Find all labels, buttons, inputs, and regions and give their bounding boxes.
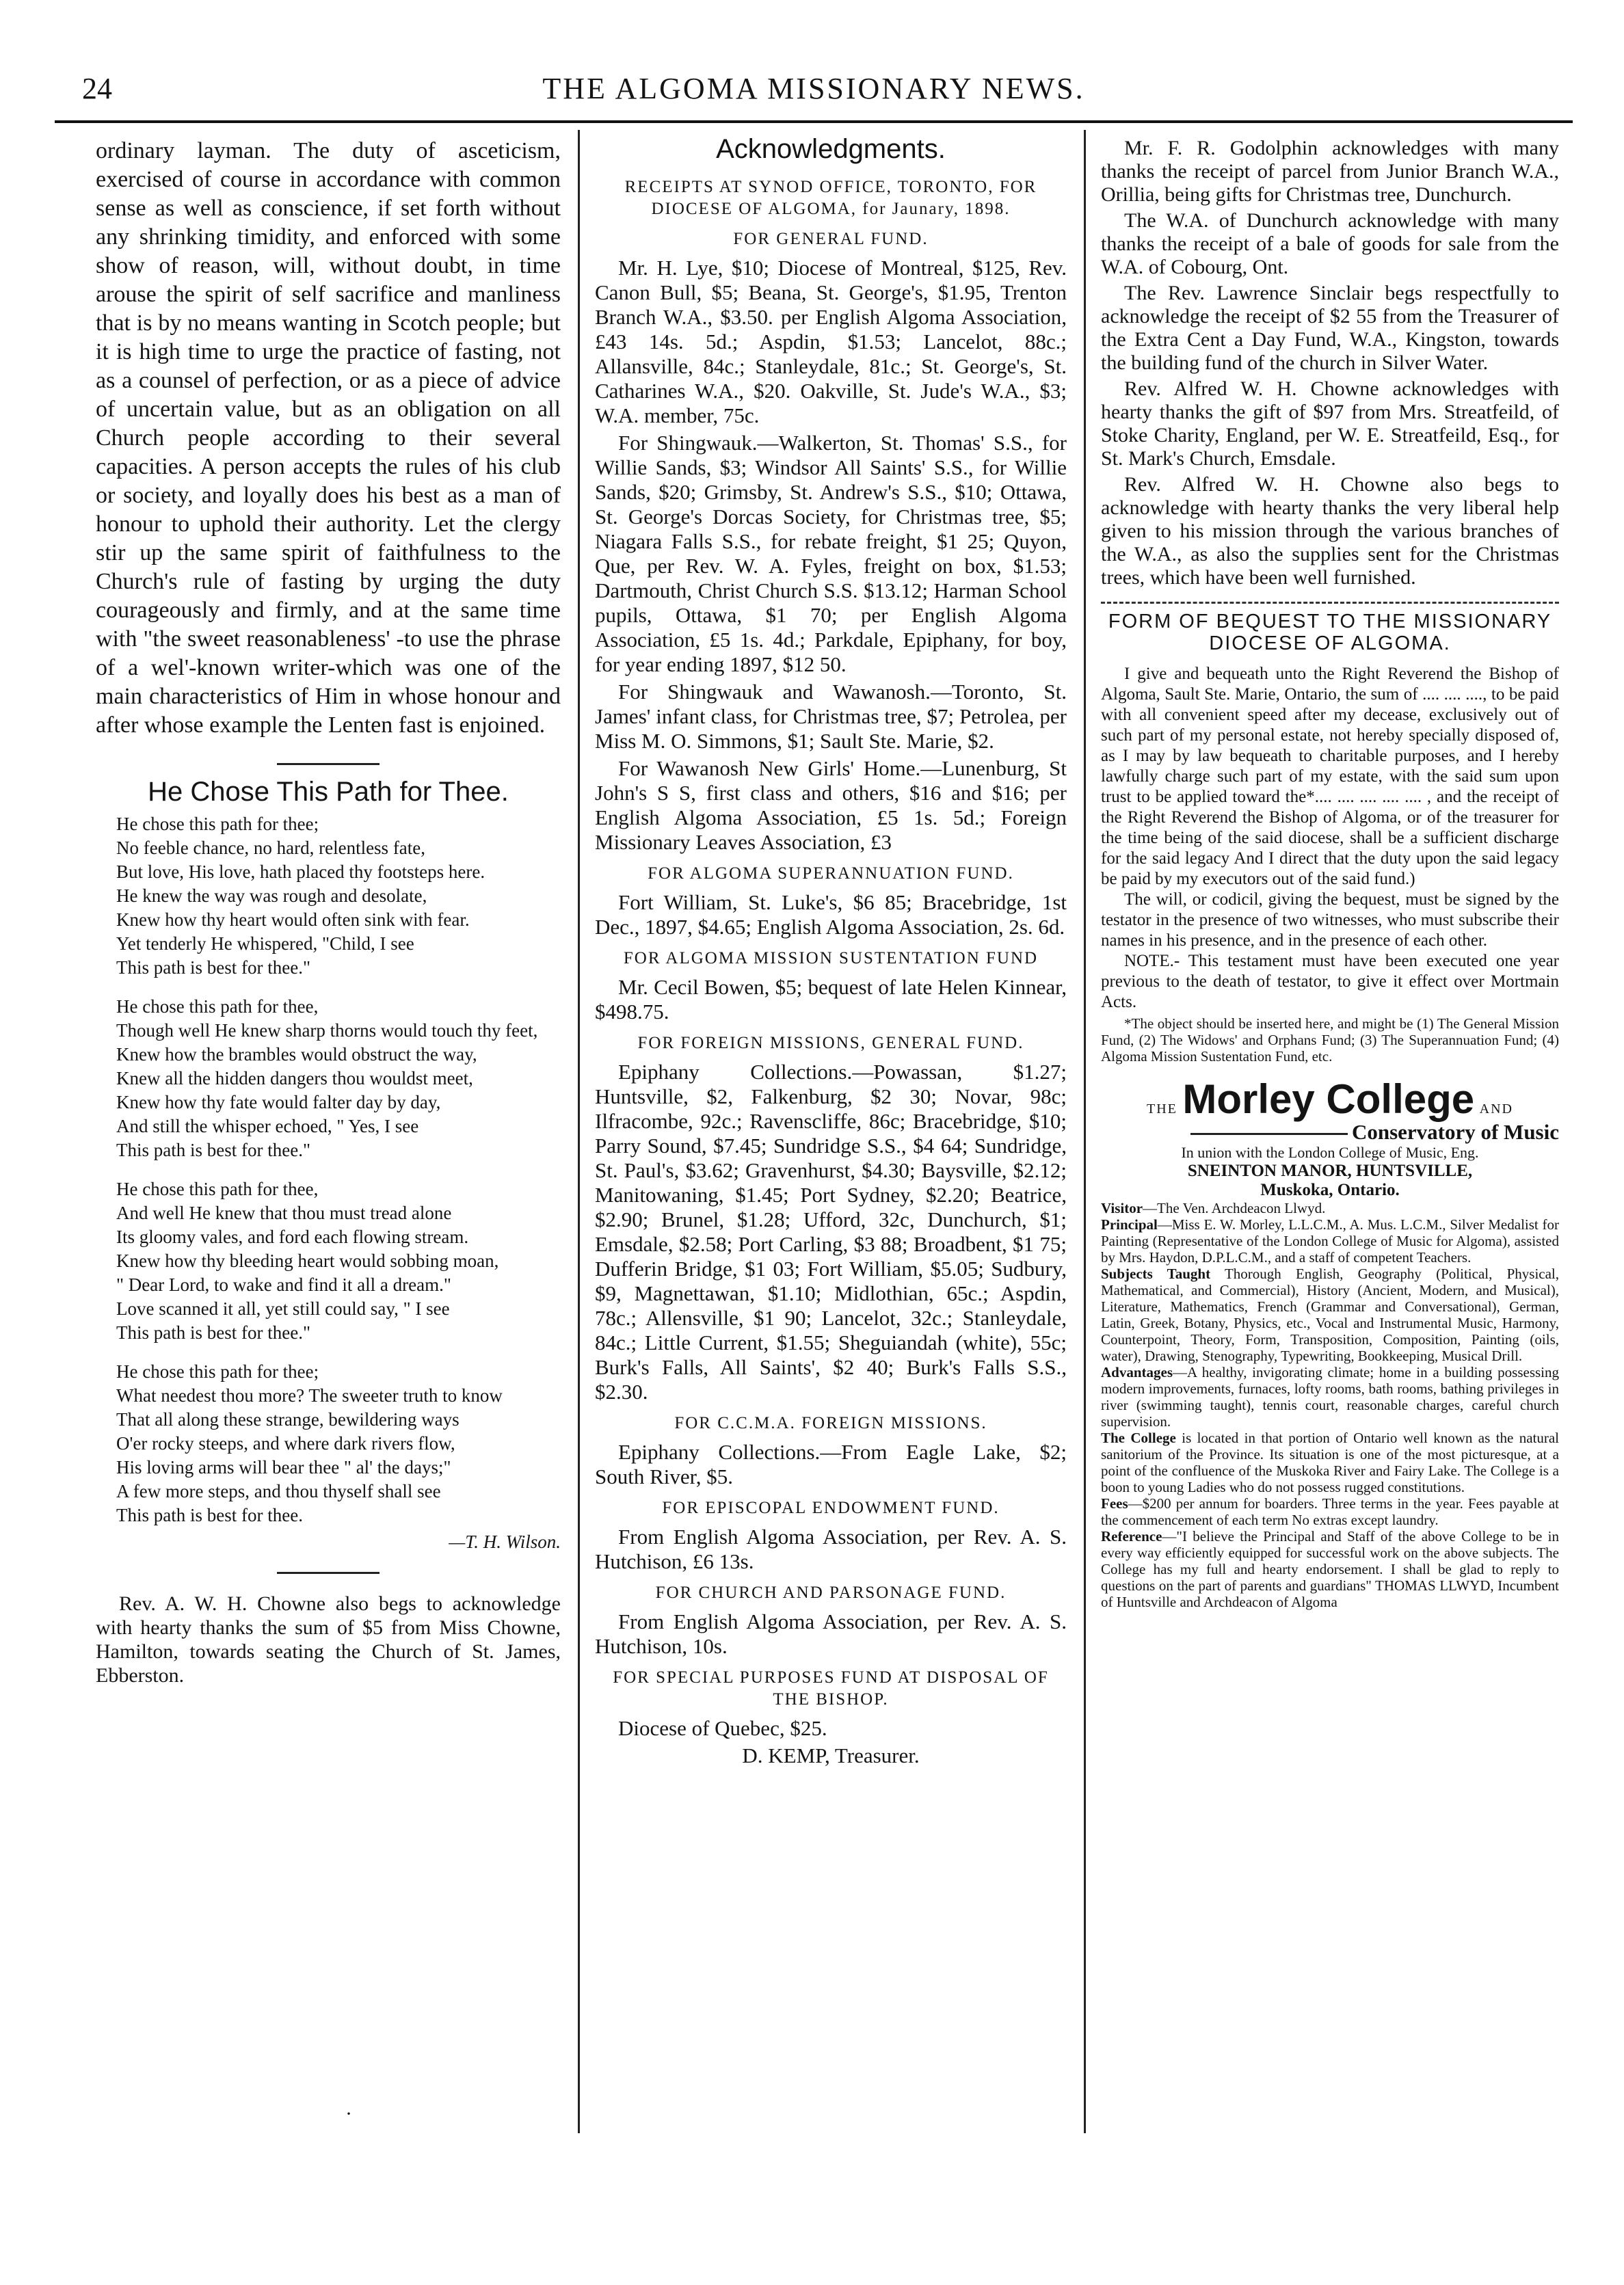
receipts-heading: RECEIPTS AT SYNOD OFFICE, TORONTO, FOR DIOCESE OF ALGOMA, for Jaunary, 1898. [624, 178, 1037, 218]
poem-stanza-2: He chose this path for thee, Though well He knew sharp thorns would touch thy feet, Knew how the brambles would obstruct the way, Knew all the hidden dangers thou wouldst meet, Knew how thy fate would falter day by day, And still the whisper echoed, " Yes, I see This path is best for thee." [116, 996, 538, 1160]
superannuation-text: Fort William, St. Luke's, $6 85; Bracebridge, 1st Dec., 1897, $4.65; English Algoma Association, 2s. 6d. [595, 890, 1067, 939]
morley-advantages: Advantages—A healthy, invigorating climate; home in a building possessing modern improvements, furnaces, lofty rooms, bath rooms, bathing privileges in river (swimming taught), tennis court, reasonable charges, careful church supervision. [1101, 1364, 1559, 1430]
poem-stanza-3: He chose this path for thee, And well He knew that thou must tread alone Its gloomy vales, and ford each flowing stream. Knew how thy bleeding heart would sobbing moan, " Dear Lord, to wake and find it all a dream." Love scanned it all, yet still could say, " I see This path is best for thee." [116, 1179, 499, 1343]
header-rule [55, 120, 1573, 123]
sustentation-heading: FOR ALGOMA MISSION SUSTENTATION FUND [623, 949, 1039, 967]
foreign-missions-heading: FOR FOREIGN MISSIONS, GENERAL FUND. [637, 1034, 1024, 1052]
page-header [55, 55, 1573, 123]
foreign-missions-text: Epiphany Collections.—Powassan, $1.27; Huntsville, $2, Falkenburg, $2 30; Novar, 98c; Ilfracombe, 92c.; Ravenscliffe, 86c; Bracebridge, $10; Parry Sound, $7.45; Sundridge S.S., $4 64; Sundridge, St. Paul's, $3.62; Gravenhurst, $4.30; Baysville, $2.12; Manitowaning, $1.45; Port Sydney, $2.20; Beatrice, $2.90; Brunel, $1.28; Ufford, 32c, Dunchurch, $1; Emsdale, $2.58; Port Carling, $3 88; Broadbent, $1 75; Dufferin Bridge, $1 03; Fort William, $5.05; Sudbury, $9, Magnettawan, $1.10; Midlothian, 65c.; Aspdin, 78c.; Allensville, $1 90; Lancelot, 32c.; Stanleydale, 84c.; Little Current, $1.55; Sheguiandah (white), 55c; Burk's Falls, All Saints', $2 40; Burk's Falls S.S., $2.30. [595, 1060, 1067, 1404]
morley-college-name: Morley College [1182, 1076, 1475, 1122]
bequest-title: FORM OF BEQUEST TO THE MISSIONARY DIOCESE OF ALGOMA. [1108, 611, 1552, 654]
treasurer-signature: D. KEMP, Treasurer. [742, 1743, 920, 1767]
shingwauk-wawanosh-text: For Shingwauk and Wawanosh.—Toronto, St. James' infant class, for Christmas tree, $7; Petrolea, per Miss M. O. Simmons, $1; Sault Ste. Marie, $2. [595, 680, 1067, 753]
morley-union: In union with the London College of Music, Eng. [1181, 1144, 1479, 1161]
chowne-note: Rev. A. W. H. Chowne also begs to acknowledge with hearty thanks the sum of $5 from Miss Chowne, Hamilton, towards seating the Church of St. James, Ebberston. [96, 1592, 561, 1687]
bequest-will: The will, or codicil, giving the bequest, must be signed by the testator in the presence of two witnesses, who must subscribe their names in his presence, and in the presence of each other. [1101, 890, 1559, 950]
godolphin-note: Mr. F. R. Godolphin acknowledges with many thanks the receipt of parcel from Junior Branch W.A., Orillia, being gifts for Christmas tree, Dunchurch. [1101, 137, 1559, 206]
newspaper-title: THE ALGOMA MISSIONARY NEWS. [542, 72, 1085, 105]
morley-conservatory: Conservatory of Music [1101, 1121, 1559, 1144]
morley-fees: Fees—$200 per annum for boarders. Three terms in the year. Fees payable at the commencement of each term No extras except laundry. [1101, 1495, 1559, 1528]
acknowledgments-title: Acknowledgments. [716, 134, 946, 164]
bequest-body: I give and bequeath unto the Right Reverend the Bishop of Algoma, Sault Ste. Marie, Ontario, the sum of .... .... ...., to be paid with all convenient speed after my decease, exclusively out of such part of my personal estate, not hereby specially disposed of, as I may by law bequeath to charitable purposes, and I hereby lawfully charge such part of my estate, with the said sum upon trust to be applied toward the*.... .... .... .... .... , and the receipt of the Right Reverend the Bishop of Algoma, or of the treasurer for the time being of the said diocese, shall be a sufficient discharge for the said legacy And I direct that the duty upon the said legacy be paid by my executors out of the said fund.) [1101, 665, 1559, 888]
episcopal-text: From English Algoma Association, per Rev. A. S. Hutchison, £6 13s. [595, 1525, 1067, 1573]
poem-body [96, 812, 561, 1554]
column-1 [96, 137, 561, 1687]
decorative-rule [1190, 1133, 1348, 1135]
morley-details [1101, 1200, 1559, 1610]
wawanosh-text: For Wawanosh New Girls' Home.—Lunenburg, St John's S S, first class and others, $16 and $16; per English Algoma Association, £5 1s. 5d.; Foreign Missionary Leaves Association, £3 [595, 756, 1067, 854]
column-divider-2 [1084, 130, 1086, 2133]
superannuation-heading: FOR ALGOMA SUPERANNUATION FUND. [648, 864, 1014, 883]
column-divider-1 [578, 130, 580, 2133]
chowne-gift-note: Rev. Alfred W. H. Chowne acknowledges with hearty thanks the gift of $97 from Mrs. Streatfeild, of Stoke Charity, England, per W. E. Streatfeild, Esq., for St. Mark's Church, Emsdale. [1101, 377, 1559, 470]
church-parsonage-text: From English Algoma Association, per Rev. A. S. Hutchison, 10s. [595, 1609, 1067, 1658]
episcopal-heading: FOR EPISCOPAL ENDOWMENT FUND. [662, 1499, 1000, 1517]
lenten-article-text: ordinary layman. The duty of asceticism, exercised of course in accordance with common sense as well as conscience, if set forth without any shrinking timidity, and enforced with some show of reason, will, without doubt, in time arouse the spirit of self sacrifice and manliness that is by no means wanting in Scotch people; but it is high time to urge the practice of fasting, not as a counsel of perfection, or as a piece of advice of uncertain value, but as an obligation on all Church people according to their several capacities. A person accepts the rules of his club or society, and loyally does his best as a man of honour to uphold their authority. Let the clergy stir up the same spirit of faithfulness to the Church's rule of fasting by urging the duty courageously and firmly, and at the same time with "the sweet reasonableness' -to use the phrase of a wel'-known writer-which was one of the main characteristics of Him in whose honour and after whose example the Lenten fast is enjoined. [96, 138, 561, 738]
sustentation-text: Mr. Cecil Bowen, $5; bequest of late Helen Kinnear, $498.75. [595, 975, 1067, 1024]
morley-address-1: SNEINTON MANOR, HUNTSVILLE, [1187, 1162, 1473, 1180]
poem-stanza-4: He chose this path for thee; What needest thou more? The sweeter truth to know That all along these strange, bewildering ways O'er rocky steeps, and where dark rivers flow, His loving arms will bear thee " al' the days;" A few more steps, and thou thyself shall see This path is best for thee. [116, 1361, 503, 1525]
morley-principal: Principal—Miss E. W. Morley, L.L.C.M., A. Mus. L.C.M., Silver Medalist for Painting (Representative of the London College of Music for Algoma), assisted by Mrs. Haydon, D.P.L.C.M., and a staff of competent Teachers. [1101, 1216, 1559, 1266]
poem-title: He Chose This Path for Thee. [148, 777, 509, 807]
shingwauk-text: For Shingwauk.—Walkerton, St. Thomas' S.S., for Willie Sands, $3; Windsor All Saints' S.S., for Willie Sands, $20; Grimsby, St. Andrew's S.S., $10; Ottawa, St. George's Dorcas Society, for Christmas tree, $5; Niagara Falls S.S., for rebate freight, $1 25; Quyon, Que, per Rev. W. A. Fyles, freight on box, $1.53; Dartmouth, Christ Church S.S. $13.12; Harman School pupils, Ottawa, $1 70; per English Algoma Association, £5 1s. 4d.; Parkdale, Epiphany, for boy, for year ending 1897, $12 50. [595, 431, 1067, 676]
column-3 [1101, 137, 1559, 1610]
church-parsonage-heading: FOR CHURCH AND PARSONAGE FUND. [655, 1584, 1007, 1602]
chowne-help-note: Rev. Alfred W. H. Chowne also begs to acknowledge with hearty thanks the very liberal help given to his mission through the various branches of the W.A., as also the supplies sent for the Christmas trees, which have been well furnished. [1101, 473, 1559, 589]
morley-reference: Reference—"I believe the Principal and Staff of the above College to be in every way efficiently equipped for successful work on the above subjects. The College has my full and hearty endorsement. I shall be glad to reply to questions on the part of parents and guardians" THOMAS LLWYD, Incumbent of Huntsville and Archdeacon of Algoma [1101, 1528, 1559, 1610]
general-fund-heading: FOR GENERAL FUND. [733, 230, 929, 248]
morley-visitor: Visitor—The Ven. Archdeacon Llwyd. [1101, 1200, 1326, 1216]
dashed-rule [1101, 602, 1559, 604]
special-purposes-text: Diocese of Quebec, $25. [618, 1716, 827, 1740]
morley-subjects: Subjects Taught Thorough English, Geography (Political, Physical, Mathematical, and Commercial), History (Ancient, Modern, and Musical), Literature, Mathematics, French (Grammar and Conversational), German, Latin, Greek, Botany, Physics, etc., Vocal and Instrumental Music, Harmony, Counterpoint, Theory, Form, Transposition, Composition, Painting (oils, water), Drawing, Stenography, Typewriting, Bookkeeping, Musical Drill. [1101, 1266, 1559, 1364]
poem-stanza-1: He chose this path for thee; No feeble chance, no hard, relentless fate, But love, His love, hath placed thy footsteps here. He knew the way was rough and desolate, Knew how thy heart would often sink with fear. Yet tenderly He whispered, "Child, I see This path is best for thee." [116, 814, 485, 978]
sinclair-note: The Rev. Lawrence Sinclair begs respectfully to acknowledge the receipt of $2 55 from the Treasurer of the Extra Cent a Day Fund, W.A., Kingston, towards the building fund of the church in Silver Water. [1101, 282, 1559, 374]
bequest-footnote: *The object should be inserted here, and might be (1) The General Mission Fund, (2) The Widows' and Orphans Fund; (3) The Superannuation Fund; (4) Algoma Mission Sustentation Fund, etc. [1101, 1015, 1559, 1065]
general-fund-text: Mr. H. Lye, $10; Diocese of Montreal, $125, Rev. Canon Bull, $5; Beana, St. George's, $1.95, Trenton Branch W.A., $3.50. per English Algoma Association, £43 14s. 5d.; Aspdin, $1.53; Lancelot, 88c.; Allansville, 84c.; Stanleydale, 81c.; St. George's, St. Catharines W.A., $20. Oakville, St. Jude's W.A., $3; W.A. member, 75c. [595, 256, 1067, 427]
morley-college-location: The College is located in that portion of Ontario well known as the natural sanitorium of the Province. Its situation is one of the most picturesque, at a point of the confluence of the Muskoka River and Fairy Lake. The College is a boon to young Ladies who do not possess rugged constitutions. [1101, 1430, 1560, 1495]
poem-author: —T. H. Wilson. [449, 1532, 561, 1552]
page-number: 24 [82, 72, 112, 105]
ccma-text: Epiphany Collections.—From Eagle Lake, $2; South River, $5. [595, 1440, 1067, 1488]
bequest-note: NOTE.- This testament must have been executed one year previous to the death of testator, to give it effect over Mortmain Acts. [1101, 952, 1559, 1011]
short-rule [277, 1572, 380, 1574]
ccma-heading: FOR C.C.M.A. FOREIGN MISSIONS. [674, 1414, 987, 1432]
column-2 [595, 134, 1067, 1768]
morley-the: THE [1146, 1101, 1177, 1117]
morley-address-2: Muskoka, Ontario. [1260, 1181, 1400, 1199]
morley-college-ad [1101, 1076, 1559, 1200]
special-purposes-heading: FOR SPECIAL PURPOSES FUND AT DISPOSAL OF THE BISHOP. [613, 1668, 1049, 1709]
stray-mark: · [345, 2102, 352, 2125]
short-rule [277, 763, 380, 765]
dunchurch-note: The W.A. of Dunchurch acknowledge with many thanks the receipt of a bale of goods for sale from the W.A. of Cobourg, Ont. [1101, 209, 1559, 278]
morley-and: AND [1479, 1101, 1513, 1117]
